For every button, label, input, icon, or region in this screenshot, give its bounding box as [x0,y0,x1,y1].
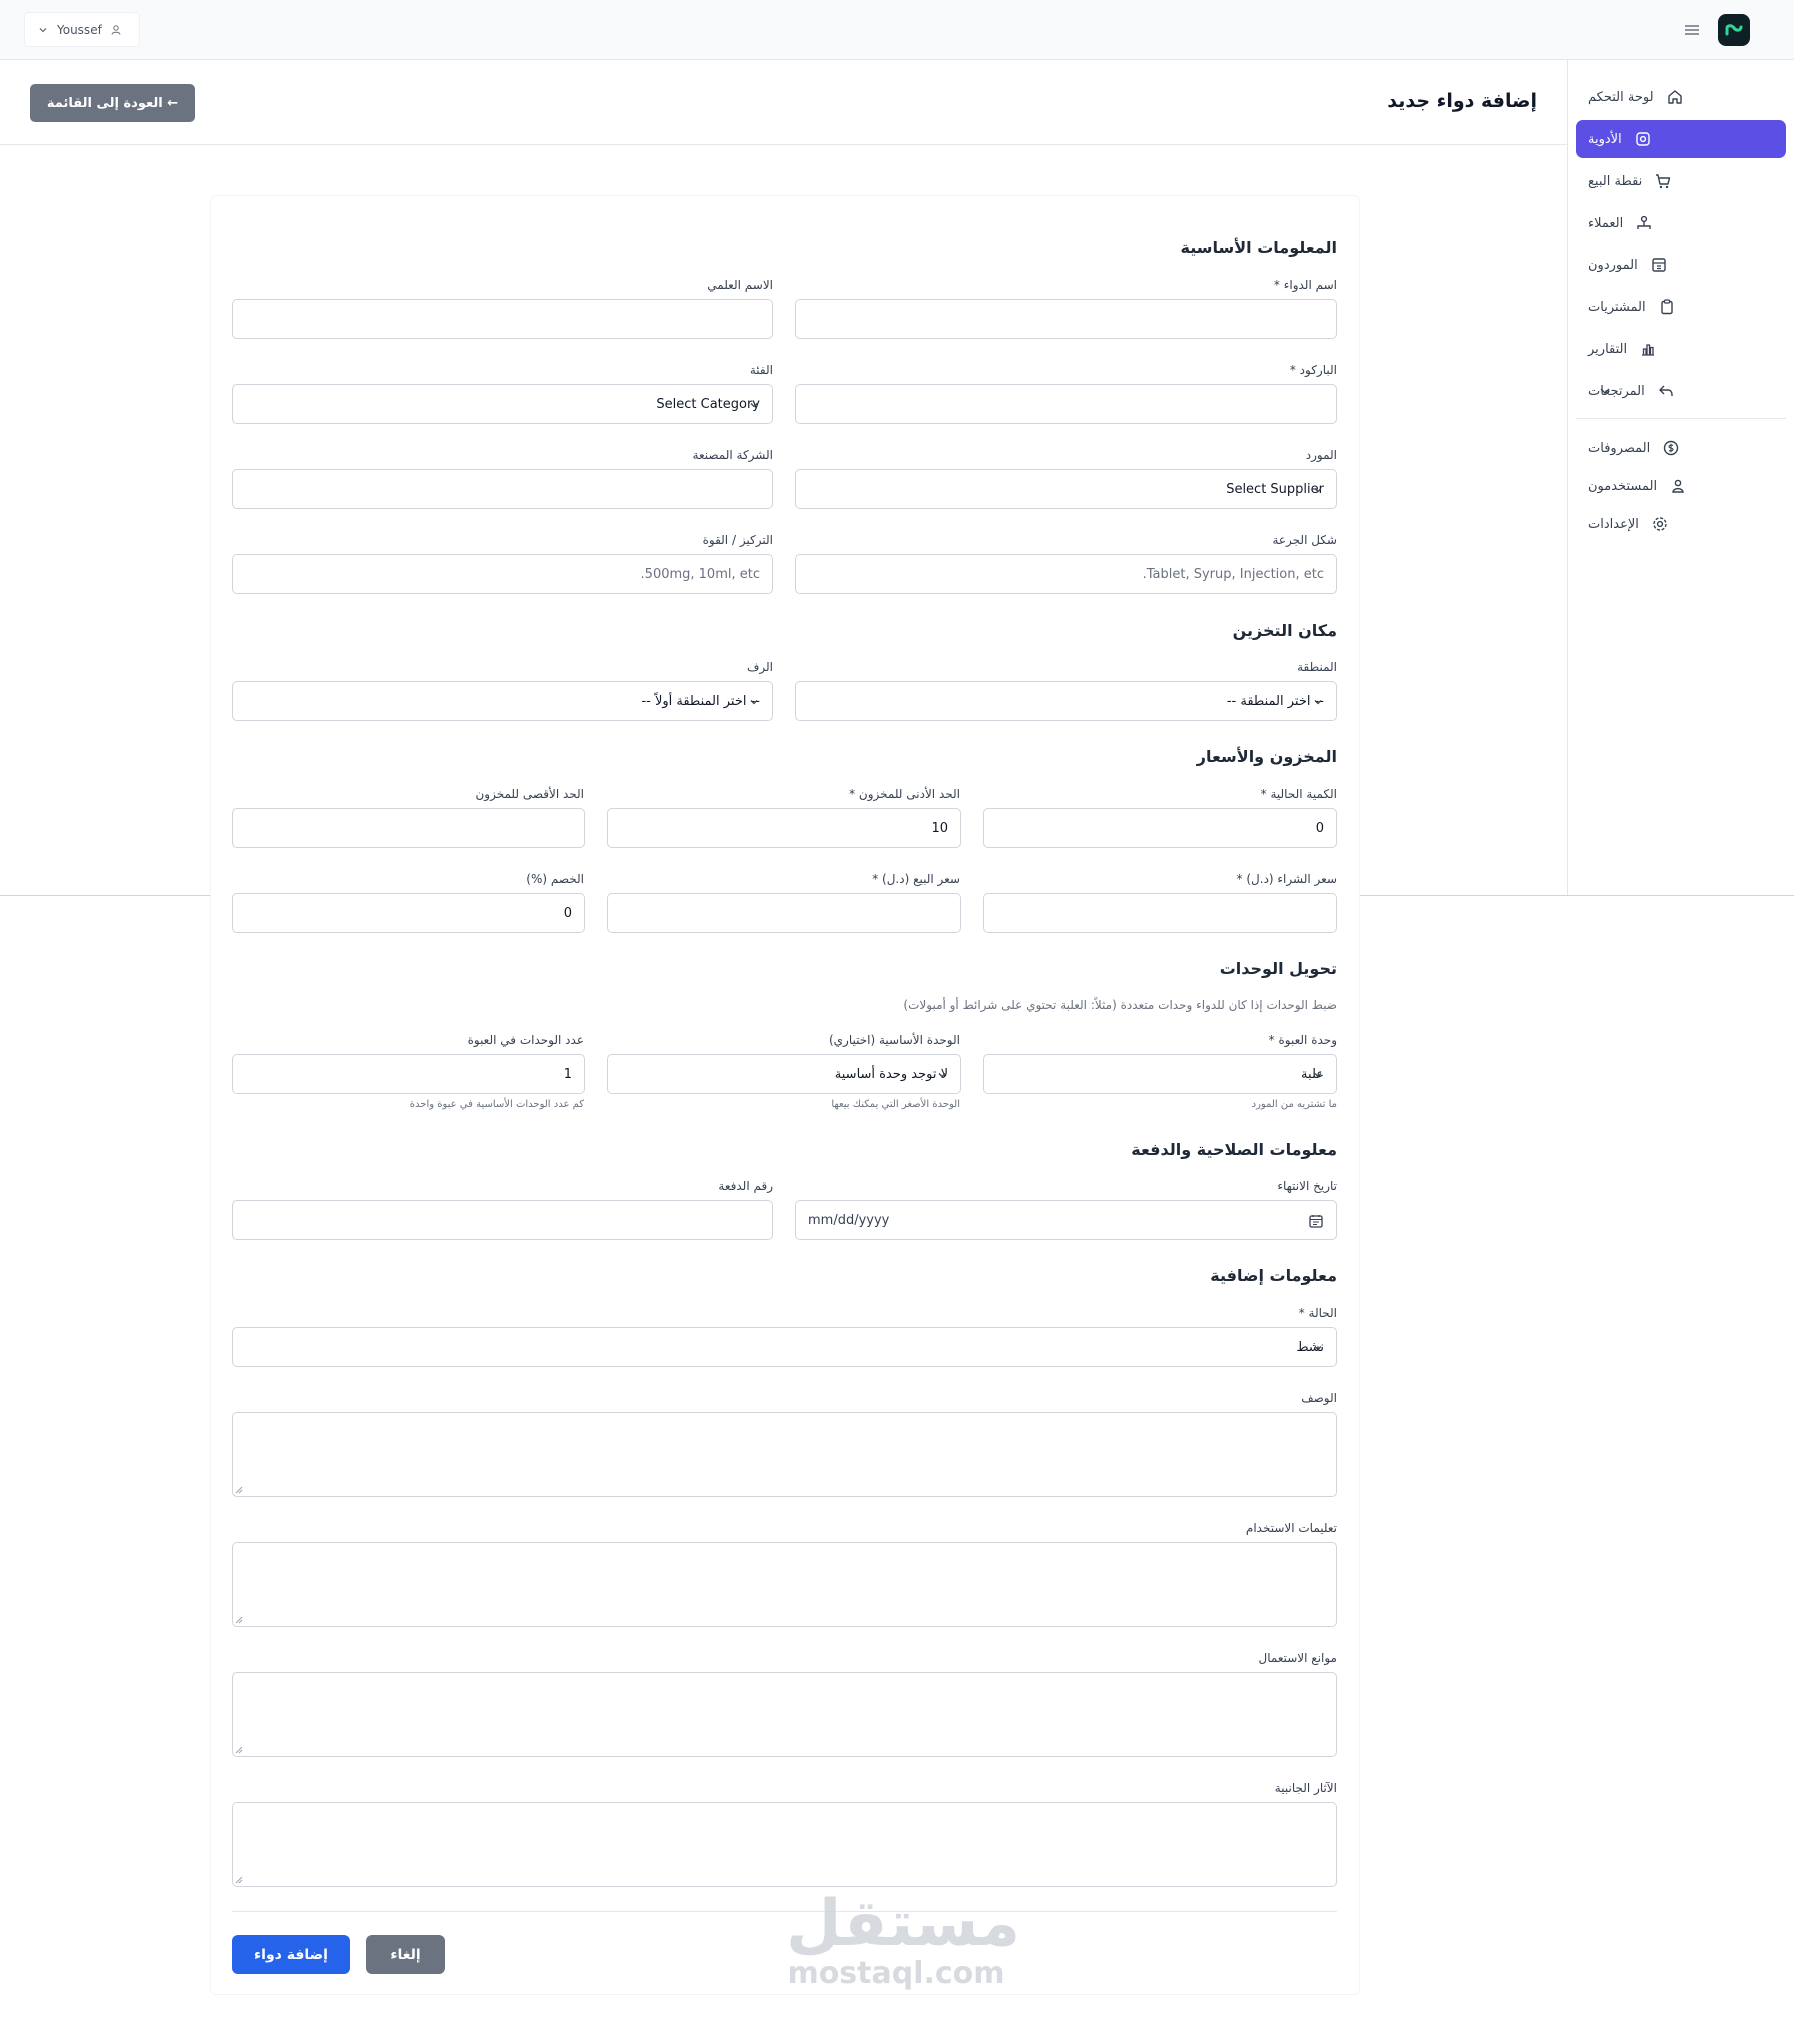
field-label-min-stock: الحد الأدنى للمخزون * [849,787,960,801]
base-unit-select[interactable] [607,1054,961,1094]
field-label-expiry-date: تاريخ الانتهاء [1277,1179,1337,1193]
people-icon [1635,214,1653,232]
cancel-button[interactable]: إلغاء [366,1935,445,1974]
top-bar [0,0,1794,60]
sidebar-item-expenses[interactable] [1576,429,1786,467]
user-menu[interactable] [24,12,140,47]
base-unit-help: الوحدة الأصغر التي يمكنك بيعها [831,1099,960,1110]
user-name: Youssef [57,22,102,37]
field-label-zone: المنطقة [1297,660,1337,674]
sidebar-item-label: الأدوية [1588,131,1622,147]
app-logo [1718,14,1750,46]
purchase-price-input[interactable] [983,893,1337,933]
page-header [0,60,1567,145]
watermark-arabic: مستقل [786,1887,1021,1961]
field-label-supplier: المورد [1305,448,1337,462]
chevron-down-icon [1312,1342,1324,1354]
max-stock-input[interactable] [232,808,585,848]
zone-select[interactable] [795,681,1337,721]
description-textarea[interactable] [232,1412,1337,1497]
dosage-form-placeholder: Tablet, Syrup, Injection, etc. [1142,566,1324,582]
sidebar-item-label: المرتجعات [1588,383,1645,399]
dosage-form-input[interactable] [795,554,1337,594]
field-label-scientific: الاسم العلمي [707,278,773,292]
section-title-expiry: معلومات الصلاحية والدفعة [1131,1140,1337,1159]
building-icon [1650,256,1668,274]
field-label-name: اسم الدواء * [1273,278,1337,292]
units-per-pack-input[interactable]: 1 [232,1054,585,1094]
bar-chart-icon [1639,340,1657,358]
field-label-side-effects: الآثار الجانبية [1274,1781,1337,1795]
sidebar-item-label: المستخدمون [1588,478,1658,494]
chevron-down-icon [748,399,760,411]
barcode-input[interactable] [795,384,1337,424]
category-select[interactable] [232,384,773,424]
logo-mark-icon [1723,19,1745,41]
undo-icon [1657,382,1675,400]
calendar-icon[interactable] [1308,1213,1324,1229]
dollar-circle-icon [1662,439,1680,457]
discount-input[interactable]: 0 [232,893,585,933]
users-icon [1669,477,1687,495]
watermark-english: mostaql.com [787,1956,1005,1991]
shelf-select[interactable] [232,681,773,721]
contraindications-textarea[interactable] [232,1672,1337,1757]
shelf-select-value: -- اختر المنطقة أولاً -- [641,693,760,709]
sidebar-divider [1576,418,1786,419]
chevron-down-icon [936,1069,948,1081]
sidebar-item-purchases[interactable] [1576,288,1786,326]
strength-input[interactable] [232,554,773,594]
watermark [786,1887,1021,1992]
cart-icon [1654,172,1672,190]
chevron-down-icon [748,696,760,708]
settings-icon [1651,515,1669,533]
category-select-value: Select Category [656,396,760,412]
field-label-discount: الخصم (%) [526,872,584,886]
chevron-down-icon [1312,1069,1324,1081]
section-title-units: تحويل الوحدات [1219,959,1337,978]
section-title-storage: مكان التخزين [1232,621,1337,640]
field-label-batch-no: رقم الدفعة [718,1179,773,1193]
field-label-max-stock: الحد الأقصى للمخزون [475,787,584,801]
sidebar-item-label: التقارير [1588,341,1628,357]
field-label-status: الحالة * [1298,1306,1337,1320]
hamburger-menu-icon[interactable] [1682,20,1702,40]
sidebar-item-label: الإعدادات [1588,516,1639,532]
field-label-strength: التركيز / القوة [702,533,773,547]
field-label-dosage-form: شكل الجرعة [1272,533,1337,547]
supplier-select-value: Select Supplier [1226,481,1324,497]
sidebar-item-label: المشتريات [1588,299,1646,315]
sidebar-item-suppliers[interactable] [1576,246,1786,284]
field-label-sale-price: سعر البيع (د.ل) * [872,872,960,886]
expiry-date-value: mm/dd/yyyy [808,1212,890,1228]
resize-handle-icon[interactable] [235,1746,243,1754]
zone-select-value: -- اختر المنطقة -- [1226,693,1324,709]
base-unit-value: لا توجد وحدة أساسية [834,1066,948,1082]
strength-placeholder: 500mg, 10ml, etc. [640,566,760,582]
chevron-down-icon [1312,696,1324,708]
sidebar-item-customers[interactable] [1576,204,1786,242]
package-unit-select[interactable] [983,1054,1337,1094]
chevron-down-icon [37,24,49,36]
sidebar [1567,60,1794,896]
status-select-value: نشط [1296,1339,1324,1355]
chevron-down-icon [1312,484,1324,496]
supplier-select[interactable] [795,469,1337,509]
field-label-contraindications: موانع الاستعمال [1258,1651,1337,1665]
units-help-text: ضبط الوحدات إذا كان للدواء وحدات متعددة (مثلاً: العلبة تحتوي على شرائط أو أمبولات) [903,998,1337,1012]
resize-handle-icon[interactable] [235,1876,243,1884]
field-label-base-unit: الوحدة الأساسية (اختياري) [828,1033,960,1047]
sidebar-item-label: لوحة التحكم [1588,89,1654,105]
user-icon [110,24,122,36]
sidebar-item-label: نقطة البيع [1588,173,1643,189]
medicine-name-input[interactable] [795,299,1337,339]
scientific-name-input[interactable] [232,299,773,339]
field-label-description: الوصف [1301,1391,1337,1405]
sidebar-item-reports[interactable] [1576,330,1786,368]
sidebar-item-pos[interactable] [1576,162,1786,200]
sale-price-input[interactable] [607,893,961,933]
section-title-extra: معلومات إضافية [1210,1266,1337,1285]
resize-handle-icon[interactable] [235,1616,243,1624]
field-label-category: الفئة [749,363,773,377]
sidebar-item-dashboard[interactable] [1576,78,1786,116]
side-effects-textarea[interactable] [232,1802,1337,1887]
package-unit-value: علبة [1301,1066,1324,1082]
field-label-usage: تعليمات الاستخدام [1245,1521,1337,1535]
sidebar-item-label: العملاء [1588,215,1624,231]
field-label-package-unit: وحدة العبوة * [1268,1033,1337,1047]
field-label-purchase-price: سعر الشراء (د.ل) * [1236,872,1337,886]
clipboard-icon [1658,298,1676,316]
field-label-manufacturer: الشركة المصنعة [692,448,773,462]
sidebar-item-label: المصروفات [1588,440,1651,456]
package-unit-help: ما تشتريه من المورد [1251,1099,1337,1110]
chevron-down-icon [1598,384,1612,398]
expiry-date-input[interactable] [795,1200,1337,1240]
field-label-shelf: الرف [746,660,773,674]
current-quantity-input[interactable]: 0 [983,808,1337,848]
sidebar-item-medicines[interactable] [1576,120,1786,158]
form-actions-divider [232,1911,1337,1912]
resize-handle-icon[interactable] [235,1486,243,1494]
min-stock-input[interactable]: 10 [607,808,961,848]
home-icon [1666,88,1684,106]
sidebar-item-settings[interactable] [1576,505,1786,543]
field-label-units-per-pack: عدد الوحدات في العبوة [467,1033,584,1047]
field-label-barcode: الباركود * [1289,363,1337,377]
units-per-pack-help: كم عدد الوحدات الأساسية في عبوة واحدة [409,1099,584,1110]
section-title-stock: المخزون والأسعار [1196,747,1337,766]
sidebar-item-users[interactable] [1576,467,1786,505]
section-title-basic: المعلومات الأساسية [1180,238,1337,257]
status-select[interactable] [232,1327,1337,1367]
batch-number-input[interactable] [232,1200,773,1240]
add-medicine-button[interactable]: إضافة دواء [232,1935,350,1974]
page-title: إضافة دواء جديد [1387,90,1537,112]
field-label-current-qty: الكمية الحالية * [1260,787,1337,801]
manufacturer-input[interactable] [232,469,773,509]
sidebar-item-label: الموردون [1588,257,1638,273]
back-to-list-button[interactable]: ← العودة إلى القائمة [30,84,195,122]
usage-instructions-textarea[interactable] [232,1542,1337,1627]
sidebar-item-returns[interactable] [1576,372,1786,410]
gear-badge-icon [1634,130,1652,148]
